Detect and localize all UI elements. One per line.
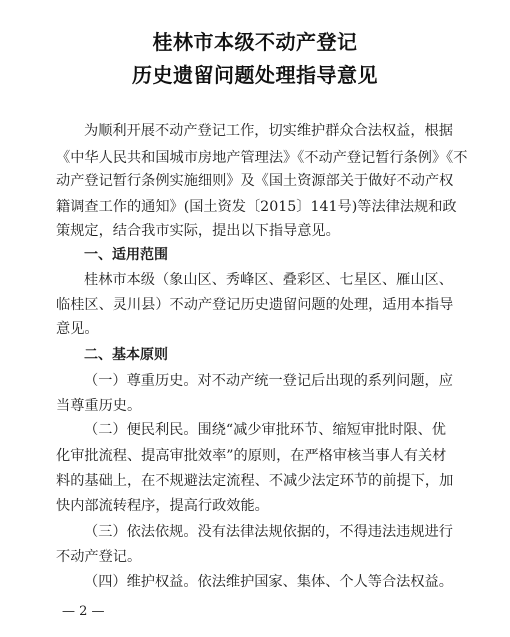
body-line: 为顺利开展不动产登记工作，切实维护群众合法权益，根据 bbox=[84, 123, 453, 139]
body-line: （四）维护权益。依法维护国家、集体、个人等合法权益。 bbox=[84, 574, 453, 590]
body-line: 快内部流转程序，提高行政效能。 bbox=[56, 498, 269, 514]
body-line: 桂林市本级（象山区、秀峰区、叠彩区、七星区、雁山区、 bbox=[84, 272, 453, 288]
body-line: （二）便民利民。围绕“减少审批环节、缩短审批时限、优 bbox=[84, 422, 446, 438]
section-heading-scope: 一、适用范围 bbox=[84, 247, 168, 263]
section-heading-principles: 二、基本原则 bbox=[84, 347, 168, 363]
body-line: 当尊重历史。 bbox=[56, 398, 142, 414]
body-line: 策规定，结合我市实际，提出以下指导意见。 bbox=[56, 223, 340, 239]
body-line: 意见。 bbox=[56, 321, 99, 337]
body-line: （三）依法依规。没有法律法规依据的，不得违法违规进行 bbox=[84, 524, 453, 540]
body-line: 籍调查工作的通知》(国土资发〔2015〕141号)等法律法规和政 bbox=[56, 199, 457, 215]
body-line: 《中华人民共和国城市房地产管理法》《不动产登记暂行条例》《不 bbox=[56, 150, 468, 166]
body-line: （一）尊重历史。对不动产统一登记后出现的系列问题，应 bbox=[84, 373, 453, 389]
body-line: 临桂区、灵川县）不动产登记历史遗留问题的处理，适用本指导 bbox=[56, 297, 454, 313]
document-title-line-2: 历史遗留问题处理指导意见 bbox=[132, 63, 378, 87]
body-line: 化审批流程、提高审批效率”的原则，在严格审核当事人有关材 bbox=[56, 448, 447, 464]
body-line: 料的基础上，在不规避法定流程、不减少法定环节的前提下，加 bbox=[56, 473, 454, 489]
page-number: — 2 — bbox=[62, 604, 105, 619]
document-title-line-1: 桂林市本级不动产登记 bbox=[152, 30, 358, 54]
body-line: 动产登记暂行条例实施细则》及《国土资源部关于做好不动产权 bbox=[56, 173, 454, 189]
body-line: 不动产登记。 bbox=[56, 549, 142, 565]
